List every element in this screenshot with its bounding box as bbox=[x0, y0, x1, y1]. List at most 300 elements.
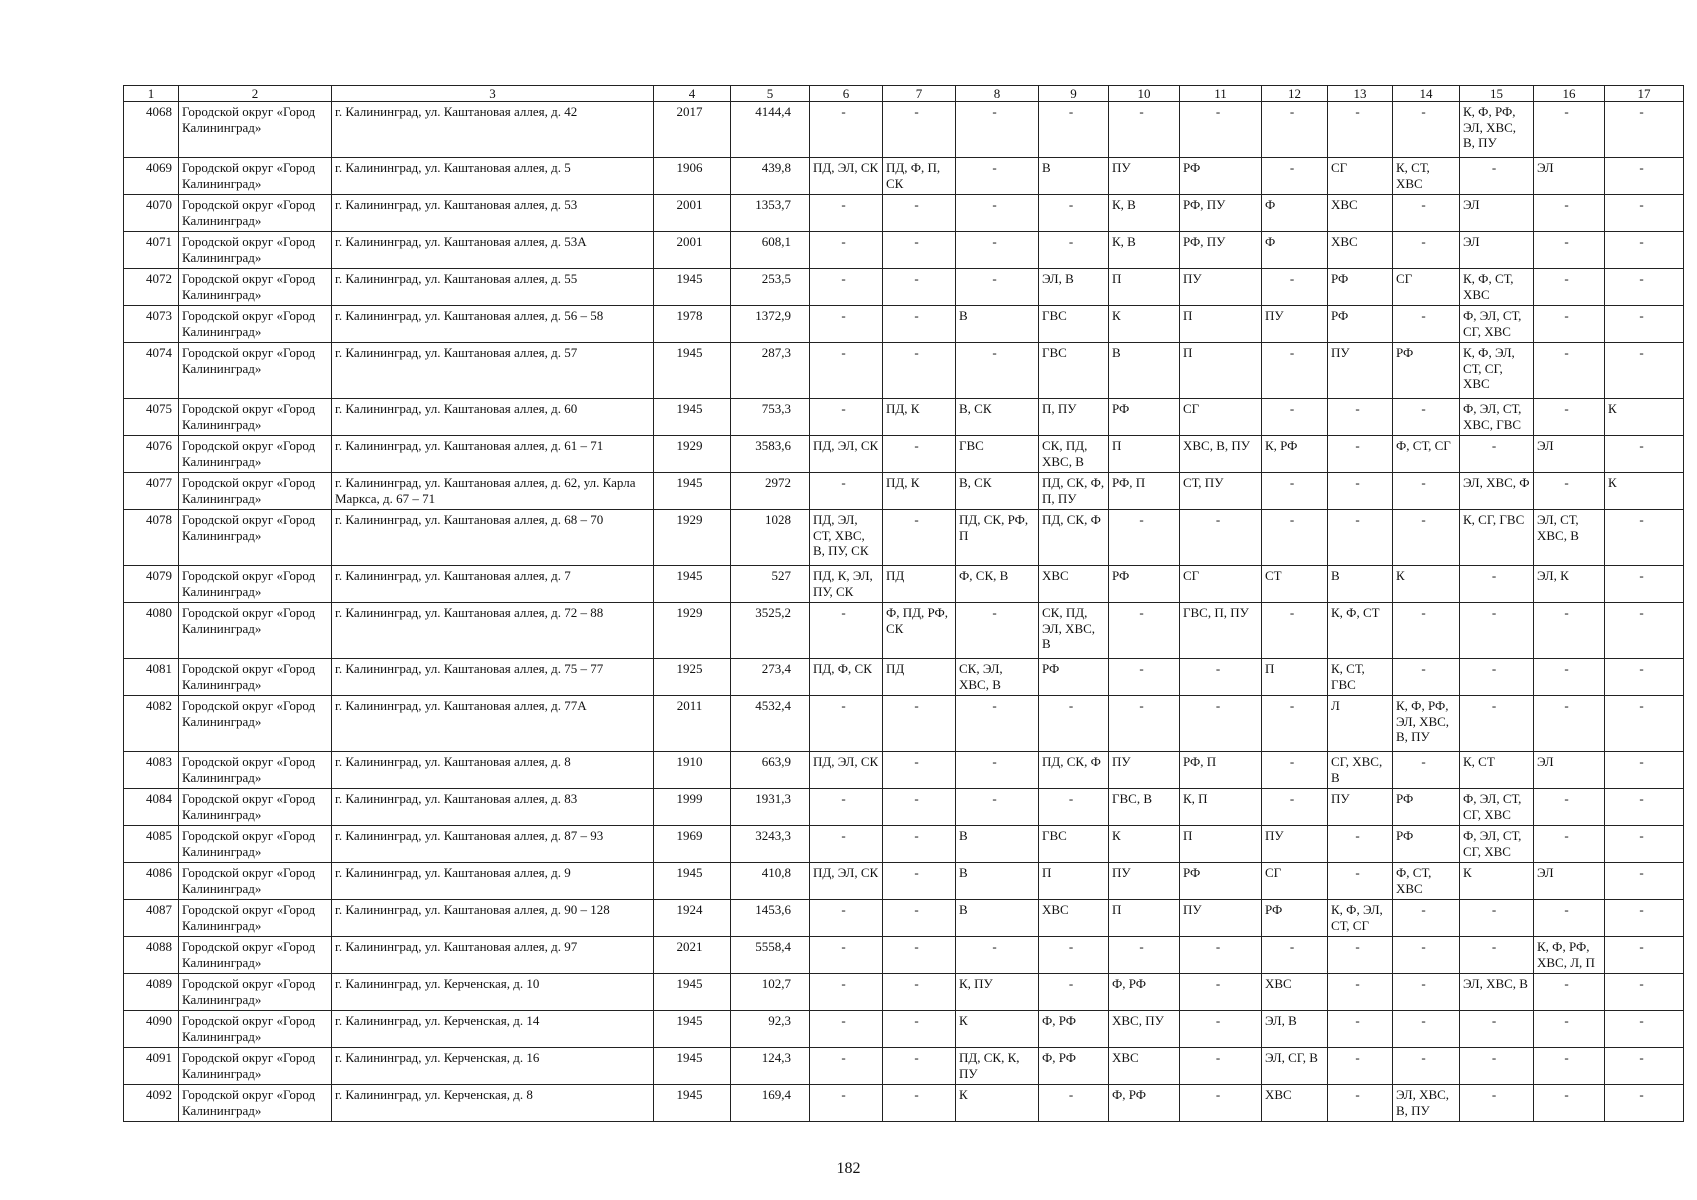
table-row bbox=[124, 752, 1684, 789]
work-type-cell: РФ bbox=[1039, 659, 1109, 696]
year-cell: 1945 bbox=[654, 974, 731, 1011]
work-type-cell: К, Ф, СТ bbox=[1328, 603, 1393, 659]
row-number-cell: 4075 bbox=[124, 399, 179, 436]
year-cell: 1945 bbox=[654, 566, 731, 603]
work-type-cell: П bbox=[1262, 659, 1328, 696]
work-type-cell: - bbox=[883, 436, 956, 473]
year-cell: 1978 bbox=[654, 306, 731, 343]
work-type-cell: - bbox=[1393, 1048, 1460, 1085]
work-type-cell: ПД, СК, Ф bbox=[1039, 510, 1109, 566]
row-number-cell: 4072 bbox=[124, 269, 179, 306]
column-number-header-row bbox=[124, 86, 1684, 102]
work-type-cell: - bbox=[1605, 900, 1684, 937]
building-register-table bbox=[123, 85, 1684, 1122]
work-type-cell: - bbox=[810, 269, 883, 306]
column-number-1: 1 bbox=[124, 86, 179, 102]
work-type-cell: - bbox=[1534, 269, 1605, 306]
work-type-cell: ЭЛ bbox=[1460, 195, 1534, 232]
work-type-cell: - bbox=[1328, 974, 1393, 1011]
year-cell: 2011 bbox=[654, 696, 731, 752]
work-type-cell: - bbox=[1180, 937, 1262, 974]
work-type-cell: РФ bbox=[1180, 158, 1262, 195]
work-type-cell: Ф, ЭЛ, СТ, СГ, ХВС bbox=[1460, 826, 1534, 863]
table-row bbox=[124, 473, 1684, 510]
row-number-cell: 4073 bbox=[124, 306, 179, 343]
year-cell: 2001 bbox=[654, 232, 731, 269]
row-number-cell: 4083 bbox=[124, 752, 179, 789]
area-cell: 1372,9 bbox=[731, 306, 810, 343]
work-type-cell: - bbox=[1605, 306, 1684, 343]
address-cell: г. Калининград, ул. Каштановая аллея, д. 60 bbox=[332, 399, 654, 436]
table-row bbox=[124, 306, 1684, 343]
table-row bbox=[124, 510, 1684, 566]
work-type-cell: - bbox=[956, 696, 1039, 752]
work-type-cell: - bbox=[1605, 566, 1684, 603]
work-type-cell: - bbox=[883, 343, 956, 399]
row-number-cell: 4080 bbox=[124, 603, 179, 659]
work-type-cell: - bbox=[956, 937, 1039, 974]
area-cell: 3583,6 bbox=[731, 436, 810, 473]
work-type-cell: - bbox=[810, 1085, 883, 1122]
work-type-cell: - bbox=[1605, 1011, 1684, 1048]
year-cell: 1999 bbox=[654, 789, 731, 826]
work-type-cell: - bbox=[1605, 343, 1684, 399]
work-type-cell: ПУ bbox=[1109, 752, 1180, 789]
work-type-cell: ХВС bbox=[1262, 1085, 1328, 1122]
row-number-cell: 4071 bbox=[124, 232, 179, 269]
year-cell: 1929 bbox=[654, 510, 731, 566]
work-type-cell: В bbox=[1328, 566, 1393, 603]
row-number-cell: 4086 bbox=[124, 863, 179, 900]
work-type-cell: - bbox=[810, 1011, 883, 1048]
row-number-cell: 4078 bbox=[124, 510, 179, 566]
work-type-cell: - bbox=[956, 102, 1039, 158]
work-type-cell: - bbox=[1180, 510, 1262, 566]
work-type-cell: - bbox=[1262, 937, 1328, 974]
row-number-cell: 4088 bbox=[124, 937, 179, 974]
work-type-cell: П bbox=[1180, 343, 1262, 399]
work-type-cell: - bbox=[1328, 937, 1393, 974]
work-type-cell: В bbox=[1039, 158, 1109, 195]
work-type-cell: К, Ф, ЭЛ, СТ, СГ bbox=[1328, 900, 1393, 937]
work-type-cell: ПД, К bbox=[883, 399, 956, 436]
work-type-cell: Ф, ПД, РФ, СК bbox=[883, 603, 956, 659]
row-number-cell: 4089 bbox=[124, 974, 179, 1011]
work-type-cell: - bbox=[1460, 158, 1534, 195]
work-type-cell: ПД, ЭЛ, СК bbox=[810, 158, 883, 195]
address-cell: г. Калининград, ул. Керченская, д. 14 bbox=[332, 1011, 654, 1048]
work-type-cell: К, Ф, РФ, ЭЛ, ХВС, В, ПУ bbox=[1393, 696, 1460, 752]
area-cell: 1353,7 bbox=[731, 195, 810, 232]
work-type-cell: - bbox=[1262, 510, 1328, 566]
work-type-cell: ХВС bbox=[1328, 232, 1393, 269]
work-type-cell: Ф, ЭЛ, СТ, СГ, ХВС bbox=[1460, 789, 1534, 826]
area-cell: 753,3 bbox=[731, 399, 810, 436]
table-row bbox=[124, 343, 1684, 399]
work-type-cell: РФ bbox=[1109, 399, 1180, 436]
work-type-cell: В bbox=[1109, 343, 1180, 399]
work-type-cell: ПД, К bbox=[883, 473, 956, 510]
work-type-cell: - bbox=[1460, 1048, 1534, 1085]
work-type-cell: - bbox=[883, 826, 956, 863]
year-cell: 1969 bbox=[654, 826, 731, 863]
year-cell: 1945 bbox=[654, 269, 731, 306]
work-type-cell: - bbox=[956, 603, 1039, 659]
work-type-cell: - bbox=[883, 900, 956, 937]
work-type-cell: ХВС, В, ПУ bbox=[1180, 436, 1262, 473]
work-type-cell: - bbox=[1393, 659, 1460, 696]
row-number-cell: 4085 bbox=[124, 826, 179, 863]
row-number-cell: 4092 bbox=[124, 1085, 179, 1122]
table-row bbox=[124, 269, 1684, 306]
work-type-cell: - bbox=[1460, 696, 1534, 752]
work-type-cell: - bbox=[1605, 232, 1684, 269]
row-number-cell: 4070 bbox=[124, 195, 179, 232]
address-cell: г. Калининград, ул. Каштановая аллея, д. 61 – 71 bbox=[332, 436, 654, 473]
municipality-cell: Городской округ «Город Калининград» bbox=[179, 603, 332, 659]
work-type-cell: СГ bbox=[1180, 399, 1262, 436]
work-type-cell: - bbox=[810, 937, 883, 974]
work-type-cell: В, СК bbox=[956, 473, 1039, 510]
address-cell: г. Калининград, ул. Каштановая аллея, д. 5 bbox=[332, 158, 654, 195]
work-type-cell: - bbox=[883, 752, 956, 789]
year-cell: 1945 bbox=[654, 343, 731, 399]
work-type-cell: - bbox=[1039, 696, 1109, 752]
row-number-cell: 4069 bbox=[124, 158, 179, 195]
work-type-cell: - bbox=[810, 306, 883, 343]
work-type-cell: П bbox=[1109, 436, 1180, 473]
work-type-cell: Ф, ЭЛ, СТ, СГ, ХВС bbox=[1460, 306, 1534, 343]
work-type-cell: - bbox=[1262, 399, 1328, 436]
municipality-cell: Городской округ «Город Калининград» bbox=[179, 306, 332, 343]
municipality-cell: Городской округ «Город Калининград» bbox=[179, 752, 332, 789]
work-type-cell: - bbox=[1109, 696, 1180, 752]
work-type-cell: СТ, ПУ bbox=[1180, 473, 1262, 510]
work-type-cell: В bbox=[956, 863, 1039, 900]
address-cell: г. Калининград, ул. Каштановая аллея, д. 7 bbox=[332, 566, 654, 603]
column-number-17: 17 bbox=[1605, 86, 1684, 102]
work-type-cell: - bbox=[1109, 102, 1180, 158]
municipality-cell: Городской округ «Город Калининград» bbox=[179, 900, 332, 937]
work-type-cell: - bbox=[1393, 102, 1460, 158]
work-type-cell: - bbox=[1393, 399, 1460, 436]
work-type-cell: РФ bbox=[1393, 343, 1460, 399]
work-type-cell: ЭЛ bbox=[1534, 752, 1605, 789]
work-type-cell: ПУ bbox=[1109, 863, 1180, 900]
work-type-cell: - bbox=[1180, 102, 1262, 158]
work-type-cell: - bbox=[1534, 659, 1605, 696]
work-type-cell: - bbox=[1460, 603, 1534, 659]
year-cell: 1906 bbox=[654, 158, 731, 195]
address-cell: г. Калининград, ул. Каштановая аллея, д. 72 – 88 bbox=[332, 603, 654, 659]
work-type-cell: К, В bbox=[1109, 232, 1180, 269]
work-type-cell: - bbox=[1393, 937, 1460, 974]
work-type-cell: ПД, ЭЛ, СК bbox=[810, 863, 883, 900]
work-type-cell: ЭЛ, ХВС, В bbox=[1460, 974, 1534, 1011]
work-type-cell: ПД, ЭЛ, СК bbox=[810, 752, 883, 789]
municipality-cell: Городской округ «Город Калининград» bbox=[179, 937, 332, 974]
municipality-cell: Городской округ «Город Калининград» bbox=[179, 974, 332, 1011]
address-cell: г. Калининград, ул. Керченская, д. 8 bbox=[332, 1085, 654, 1122]
work-type-cell: - bbox=[1460, 436, 1534, 473]
column-number-4: 4 bbox=[654, 86, 731, 102]
address-cell: г. Калининград, ул. Каштановая аллея, д. 68 – 70 bbox=[332, 510, 654, 566]
work-type-cell: - bbox=[1328, 399, 1393, 436]
work-type-cell: РФ bbox=[1180, 863, 1262, 900]
column-number-6: 6 bbox=[810, 86, 883, 102]
page-number: 182 bbox=[836, 1160, 861, 1177]
address-cell: г. Калининград, ул. Каштановая аллея, д. 57 bbox=[332, 343, 654, 399]
area-cell: 3243,3 bbox=[731, 826, 810, 863]
work-type-cell: К, СТ, ХВС bbox=[1393, 158, 1460, 195]
work-type-cell: - bbox=[1262, 158, 1328, 195]
work-type-cell: ЭЛ, ХВС, В, ПУ bbox=[1393, 1085, 1460, 1122]
work-type-cell: - bbox=[810, 1048, 883, 1085]
work-type-cell: - bbox=[810, 473, 883, 510]
work-type-cell: - bbox=[810, 232, 883, 269]
year-cell: 1945 bbox=[654, 1048, 731, 1085]
work-type-cell: - bbox=[1534, 1048, 1605, 1085]
work-type-cell: - bbox=[1039, 232, 1109, 269]
work-type-cell: ХВС, ПУ bbox=[1109, 1011, 1180, 1048]
work-type-cell: - bbox=[883, 937, 956, 974]
work-type-cell: - bbox=[883, 1011, 956, 1048]
work-type-cell: ГВС bbox=[1039, 826, 1109, 863]
work-type-cell: - bbox=[1262, 343, 1328, 399]
work-type-cell: - bbox=[810, 900, 883, 937]
row-number-cell: 4087 bbox=[124, 900, 179, 937]
work-type-cell: П bbox=[1109, 900, 1180, 937]
work-type-cell: - bbox=[1393, 900, 1460, 937]
work-type-cell: - bbox=[1534, 696, 1605, 752]
work-type-cell: ЭЛ bbox=[1534, 436, 1605, 473]
work-type-cell: - bbox=[1460, 937, 1534, 974]
column-number-9: 9 bbox=[1039, 86, 1109, 102]
work-type-cell: - bbox=[810, 195, 883, 232]
work-type-cell: - bbox=[1605, 937, 1684, 974]
work-type-cell: - bbox=[1460, 566, 1534, 603]
work-type-cell: - bbox=[1328, 510, 1393, 566]
work-type-cell: - bbox=[1039, 195, 1109, 232]
work-type-cell: - bbox=[1328, 826, 1393, 863]
address-cell: г. Калининград, ул. Керченская, д. 16 bbox=[332, 1048, 654, 1085]
work-type-cell: - bbox=[1262, 603, 1328, 659]
column-number-14: 14 bbox=[1393, 86, 1460, 102]
work-type-cell: СК, ПД, ЭЛ, ХВС, В bbox=[1039, 603, 1109, 659]
area-cell: 287,3 bbox=[731, 343, 810, 399]
work-type-cell: ПД, Ф, П, СК bbox=[883, 158, 956, 195]
municipality-cell: Городской округ «Город Калининград» bbox=[179, 510, 332, 566]
work-type-cell: ПД, Ф, СК bbox=[810, 659, 883, 696]
work-type-cell: ХВС bbox=[1039, 900, 1109, 937]
year-cell: 2021 bbox=[654, 937, 731, 974]
work-type-cell: - bbox=[956, 789, 1039, 826]
work-type-cell: - bbox=[1180, 1048, 1262, 1085]
work-type-cell: - bbox=[1393, 1011, 1460, 1048]
work-type-cell: ГВС, В bbox=[1109, 789, 1180, 826]
year-cell: 1925 bbox=[654, 659, 731, 696]
work-type-cell: - bbox=[1393, 232, 1460, 269]
work-type-cell: - bbox=[883, 269, 956, 306]
table-row bbox=[124, 1011, 1684, 1048]
work-type-cell: - bbox=[1605, 269, 1684, 306]
work-type-cell: - bbox=[956, 752, 1039, 789]
work-type-cell: - bbox=[1460, 900, 1534, 937]
work-type-cell: П bbox=[1109, 269, 1180, 306]
work-type-cell: К bbox=[956, 1085, 1039, 1122]
area-cell: 1453,6 bbox=[731, 900, 810, 937]
column-number-11: 11 bbox=[1180, 86, 1262, 102]
work-type-cell: - bbox=[1605, 158, 1684, 195]
work-type-cell: Л bbox=[1328, 696, 1393, 752]
work-type-cell: ПУ bbox=[1262, 826, 1328, 863]
address-cell: г. Калининград, ул. Каштановая аллея, д. 90 – 128 bbox=[332, 900, 654, 937]
work-type-cell: - bbox=[883, 102, 956, 158]
work-type-cell: ПД, К, ЭЛ, ПУ, СК bbox=[810, 566, 883, 603]
address-cell: г. Калининград, ул. Каштановая аллея, д. 9 bbox=[332, 863, 654, 900]
municipality-cell: Городской округ «Город Калининград» bbox=[179, 789, 332, 826]
work-type-cell: - bbox=[1605, 659, 1684, 696]
work-type-cell: - bbox=[1328, 1011, 1393, 1048]
work-type-cell: ЭЛ bbox=[1534, 863, 1605, 900]
work-type-cell: - bbox=[1605, 752, 1684, 789]
work-type-cell: - bbox=[1605, 826, 1684, 863]
work-type-cell: РФ, ПУ bbox=[1180, 232, 1262, 269]
work-type-cell: - bbox=[1605, 603, 1684, 659]
year-cell: 1945 bbox=[654, 473, 731, 510]
row-number-cell: 4068 bbox=[124, 102, 179, 158]
work-type-cell: РФ bbox=[1262, 900, 1328, 937]
work-type-cell: ХВС bbox=[1262, 974, 1328, 1011]
area-cell: 5558,4 bbox=[731, 937, 810, 974]
work-type-cell: ПД, ЭЛ, СК bbox=[810, 436, 883, 473]
table-row bbox=[124, 158, 1684, 195]
work-type-cell: - bbox=[1328, 1085, 1393, 1122]
area-cell: 1931,3 bbox=[731, 789, 810, 826]
work-type-cell: Ф, РФ bbox=[1109, 974, 1180, 1011]
work-type-cell: - bbox=[883, 1048, 956, 1085]
table-row bbox=[124, 863, 1684, 900]
column-number-2: 2 bbox=[179, 86, 332, 102]
work-type-cell: - bbox=[1460, 1085, 1534, 1122]
work-type-cell: ГВС bbox=[1039, 343, 1109, 399]
municipality-cell: Городской округ «Город Калининград» bbox=[179, 195, 332, 232]
work-type-cell: СГ bbox=[1180, 566, 1262, 603]
work-type-cell: - bbox=[1605, 1085, 1684, 1122]
year-cell: 1945 bbox=[654, 863, 731, 900]
area-cell: 2972 bbox=[731, 473, 810, 510]
address-cell: г. Калининград, ул. Каштановая аллея, д. 87 – 93 bbox=[332, 826, 654, 863]
column-number-5: 5 bbox=[731, 86, 810, 102]
work-type-cell: - bbox=[1605, 863, 1684, 900]
work-type-cell: - bbox=[810, 603, 883, 659]
work-type-cell: К, В bbox=[1109, 195, 1180, 232]
work-type-cell: - bbox=[883, 863, 956, 900]
work-type-cell: - bbox=[1109, 603, 1180, 659]
work-type-cell: Ф, ЭЛ, СТ, ХВС, ГВС bbox=[1460, 399, 1534, 436]
work-type-cell: - bbox=[1393, 195, 1460, 232]
work-type-cell: - bbox=[1328, 436, 1393, 473]
work-type-cell: - bbox=[883, 696, 956, 752]
area-cell: 527 bbox=[731, 566, 810, 603]
work-type-cell: - bbox=[1393, 974, 1460, 1011]
work-type-cell: - bbox=[1328, 1048, 1393, 1085]
municipality-cell: Городской округ «Город Калининград» bbox=[179, 1011, 332, 1048]
work-type-cell: - bbox=[1534, 102, 1605, 158]
work-type-cell: - bbox=[810, 789, 883, 826]
work-type-cell: - bbox=[1180, 659, 1262, 696]
work-type-cell: ХВС bbox=[1039, 566, 1109, 603]
table-row bbox=[124, 436, 1684, 473]
work-type-cell: - bbox=[810, 826, 883, 863]
work-type-cell: - bbox=[1039, 102, 1109, 158]
work-type-cell: ПУ bbox=[1180, 269, 1262, 306]
work-type-cell: - bbox=[1262, 696, 1328, 752]
work-type-cell: - bbox=[956, 232, 1039, 269]
work-type-cell: - bbox=[883, 789, 956, 826]
work-type-cell: ПУ bbox=[1262, 306, 1328, 343]
work-type-cell: РФ bbox=[1328, 269, 1393, 306]
area-cell: 253,5 bbox=[731, 269, 810, 306]
table-row bbox=[124, 696, 1684, 752]
work-type-cell: - bbox=[1460, 1011, 1534, 1048]
area-cell: 273,4 bbox=[731, 659, 810, 696]
work-type-cell: РФ bbox=[1109, 566, 1180, 603]
work-type-cell: - bbox=[1262, 473, 1328, 510]
work-type-cell: К bbox=[1605, 399, 1684, 436]
work-type-cell: - bbox=[1534, 232, 1605, 269]
work-type-cell: - bbox=[1605, 974, 1684, 1011]
work-type-cell: - bbox=[1328, 863, 1393, 900]
work-type-cell: В bbox=[956, 900, 1039, 937]
work-type-cell: - bbox=[883, 1085, 956, 1122]
area-cell: 169,4 bbox=[731, 1085, 810, 1122]
work-type-cell: - bbox=[1393, 473, 1460, 510]
work-type-cell: - bbox=[956, 343, 1039, 399]
work-type-cell: - bbox=[1605, 195, 1684, 232]
work-type-cell: К, ПУ bbox=[956, 974, 1039, 1011]
work-type-cell: ЭЛ, СТ, ХВС, В bbox=[1534, 510, 1605, 566]
work-type-cell: - bbox=[1328, 102, 1393, 158]
table-row bbox=[124, 603, 1684, 659]
work-type-cell: К, СТ, ГВС bbox=[1328, 659, 1393, 696]
work-type-cell: - bbox=[1605, 696, 1684, 752]
work-type-cell: В bbox=[956, 826, 1039, 863]
work-type-cell: - bbox=[1534, 343, 1605, 399]
address-cell: г. Калининград, ул. Каштановая аллея, д. 62, ул. Карла Маркса, д. 67 – 71 bbox=[332, 473, 654, 510]
row-number-cell: 4091 bbox=[124, 1048, 179, 1085]
work-type-cell: - bbox=[1605, 1048, 1684, 1085]
work-type-cell: СГ bbox=[1262, 863, 1328, 900]
work-type-cell: ПД bbox=[883, 659, 956, 696]
work-type-cell: ГВС bbox=[1039, 306, 1109, 343]
municipality-cell: Городской округ «Город Калининград» bbox=[179, 863, 332, 900]
table-row bbox=[124, 566, 1684, 603]
work-type-cell: - bbox=[1262, 102, 1328, 158]
row-number-cell: 4076 bbox=[124, 436, 179, 473]
work-type-cell: ХВС bbox=[1109, 1048, 1180, 1085]
work-type-cell: К bbox=[1605, 473, 1684, 510]
area-cell: 3525,2 bbox=[731, 603, 810, 659]
work-type-cell: К bbox=[1393, 566, 1460, 603]
work-type-cell: П bbox=[1180, 306, 1262, 343]
address-cell: г. Калининград, ул. Каштановая аллея, д. 83 bbox=[332, 789, 654, 826]
work-type-cell: - bbox=[1605, 436, 1684, 473]
work-type-cell: СК, ЭЛ, ХВС, В bbox=[956, 659, 1039, 696]
work-type-cell: Ф bbox=[1262, 232, 1328, 269]
work-type-cell: Ф, РФ bbox=[1039, 1011, 1109, 1048]
work-type-cell: Ф, СТ, ХВС bbox=[1393, 863, 1460, 900]
